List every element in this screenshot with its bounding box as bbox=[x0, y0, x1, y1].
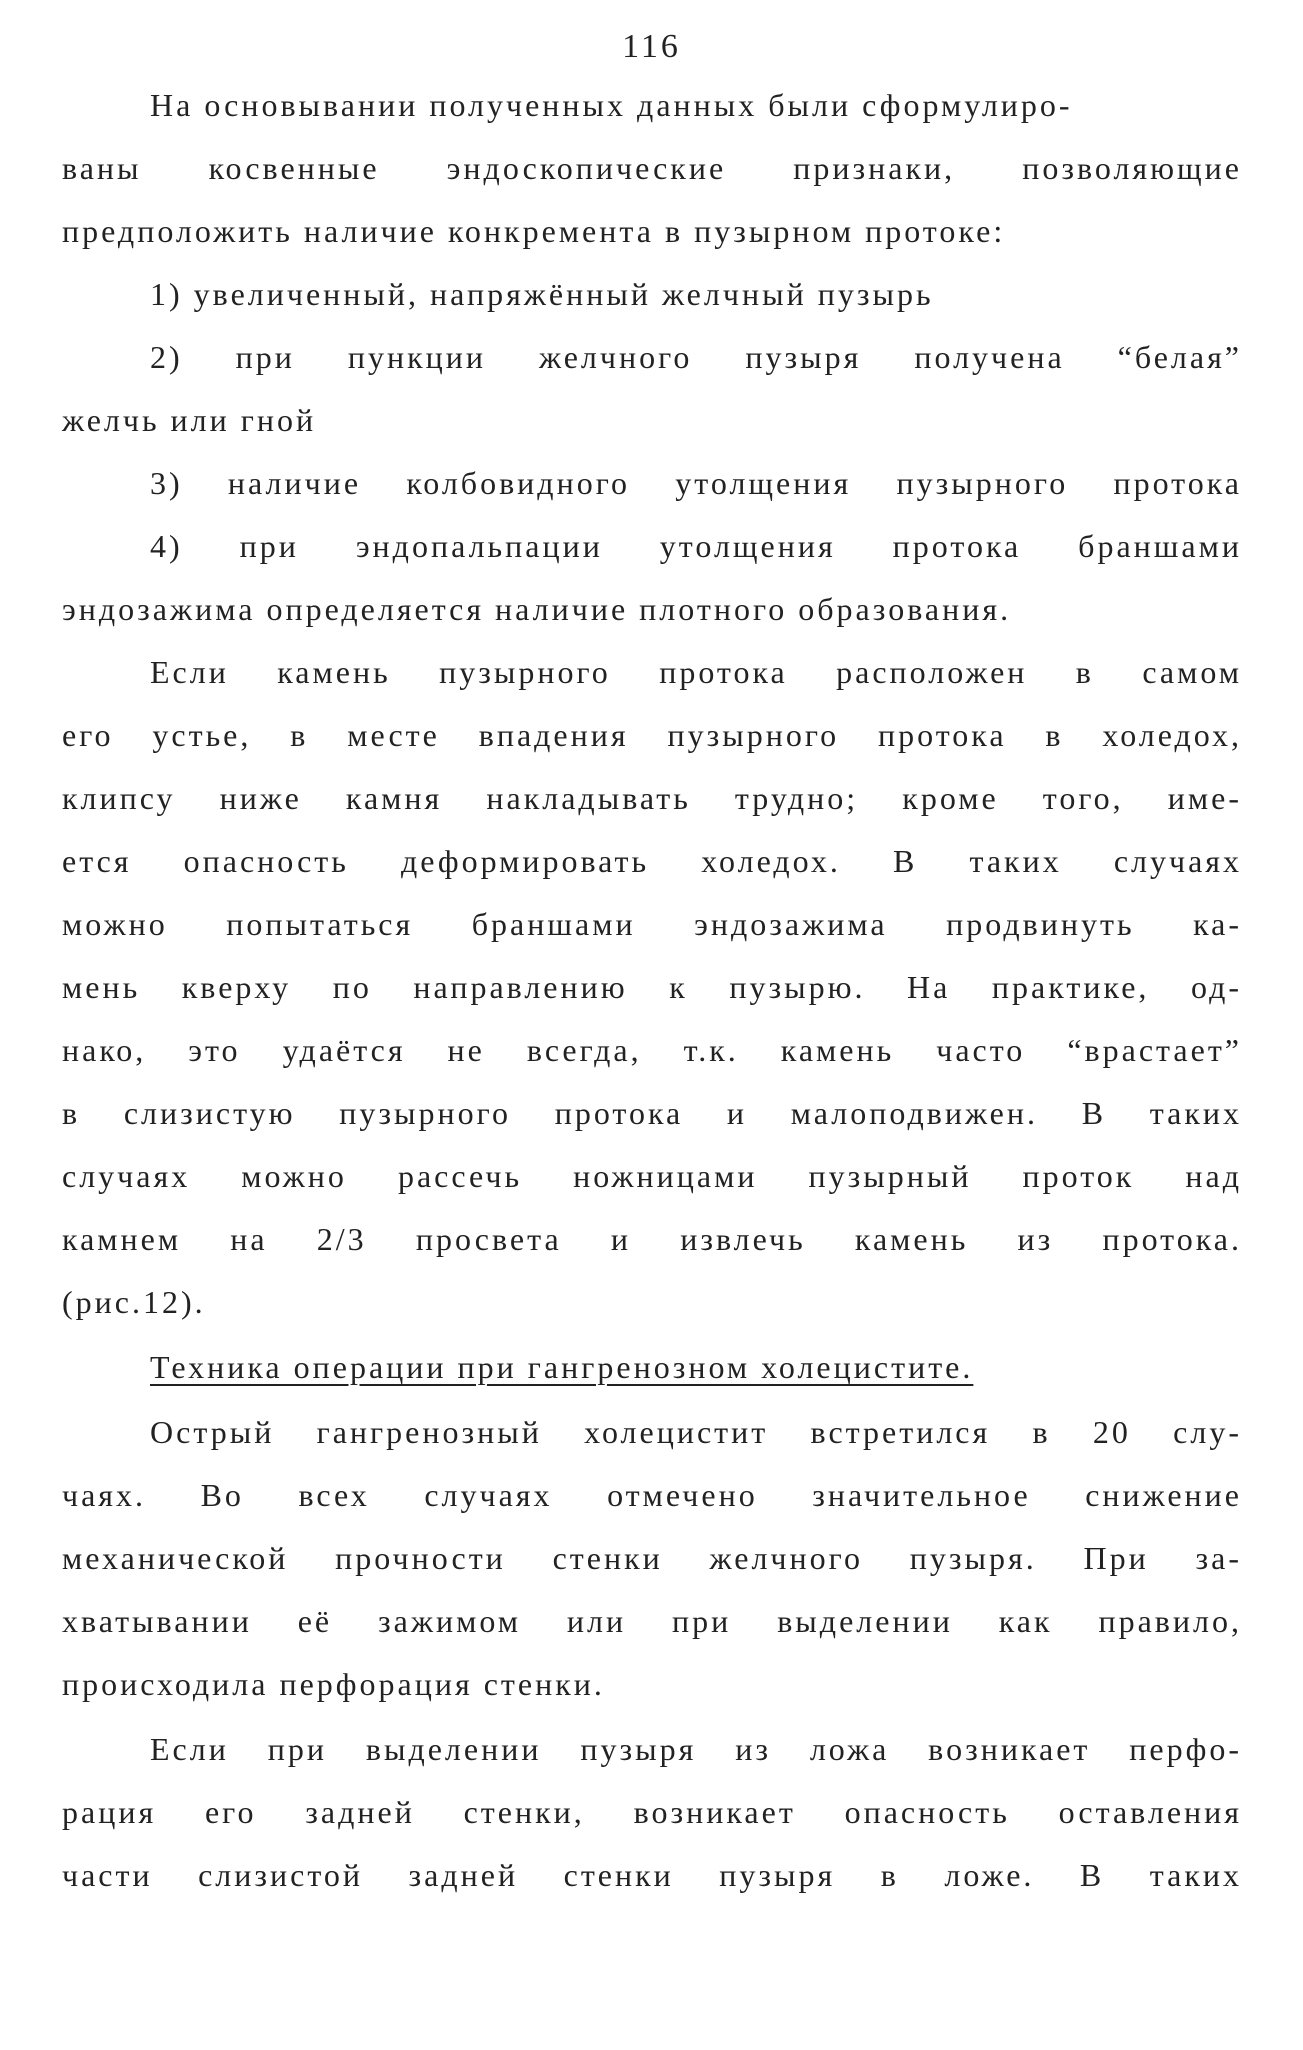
list-item: 1) увеличенный, напряжённый желчный пузырь bbox=[150, 276, 934, 312]
text-line: чаях. Во всех случаях отмечено значительное снижение bbox=[62, 1477, 1242, 1513]
text-line: Если при выделении пузыря из ложа возникает перфо- bbox=[150, 1731, 1242, 1767]
text-line: На основывании полученных данных были сформулиро- bbox=[150, 87, 1073, 123]
list-item: 2) при пункции желчного пузыря получена “белая” bbox=[150, 339, 1242, 375]
text-line: рация его задней стенки, возникает опасность оставления bbox=[62, 1794, 1242, 1830]
text-line: происходила перфорация стенки. bbox=[62, 1666, 605, 1702]
text-line: случаях можно рассечь ножницами пузырный проток над bbox=[62, 1158, 1242, 1194]
text-line: предположить наличие конкремента в пузырном протоке: bbox=[62, 213, 1006, 249]
list-item: 4) при эндопальпации утолщения протока браншами bbox=[150, 528, 1242, 564]
list-item-continuation: эндозажима определяется наличие плотного образования. bbox=[62, 591, 1012, 627]
text-line: ется опасность деформировать холедох. В таких случаях bbox=[62, 843, 1242, 879]
text-line: клипсу ниже камня накладывать трудно; кроме того, име- bbox=[62, 780, 1242, 816]
section-heading bbox=[150, 1347, 1242, 1387]
list-item: 3) наличие колбовидного утолщения пузырного протока bbox=[150, 465, 1242, 501]
text-line: части слизистой задней стенки пузыря в ложе. В таких bbox=[62, 1857, 1242, 1893]
text-line: можно попытаться браншами эндозажима продвинуть ка- bbox=[62, 906, 1242, 942]
text-line: камнем на 2/3 просвета и извлечь камень из протока. bbox=[62, 1221, 1242, 1257]
text-line: ваны косвенные эндоскопические признаки, позволяющие bbox=[62, 150, 1242, 186]
text-line: в слизистую пузырного протока и малоподвижен. В таких bbox=[62, 1095, 1242, 1131]
text-line: механической прочности стенки желчного пузыря. При за- bbox=[62, 1540, 1242, 1576]
list-item-continuation: желчь или гной bbox=[62, 402, 317, 438]
page-number: 116 bbox=[622, 28, 681, 65]
section-heading-text: Техника операции при гангренозном холецистите. bbox=[150, 1349, 974, 1385]
text-line: Острый гангренозный холецистит встретился в 20 слу- bbox=[150, 1414, 1242, 1450]
text-line: его устье, в месте впадения пузырного протока в холедох, bbox=[62, 717, 1242, 753]
text-line: (рис.12). bbox=[62, 1284, 206, 1320]
text-line: Если камень пузырного протока расположен в самом bbox=[150, 654, 1242, 690]
text-line: нако, это удаётся не всегда, т.к. камень часто “врастает” bbox=[62, 1032, 1242, 1068]
text-line: хватывании её зажимом или при выделении как правило, bbox=[62, 1603, 1242, 1639]
text-line: мень кверху по направлению к пузырю. На практике, од- bbox=[62, 969, 1242, 1005]
